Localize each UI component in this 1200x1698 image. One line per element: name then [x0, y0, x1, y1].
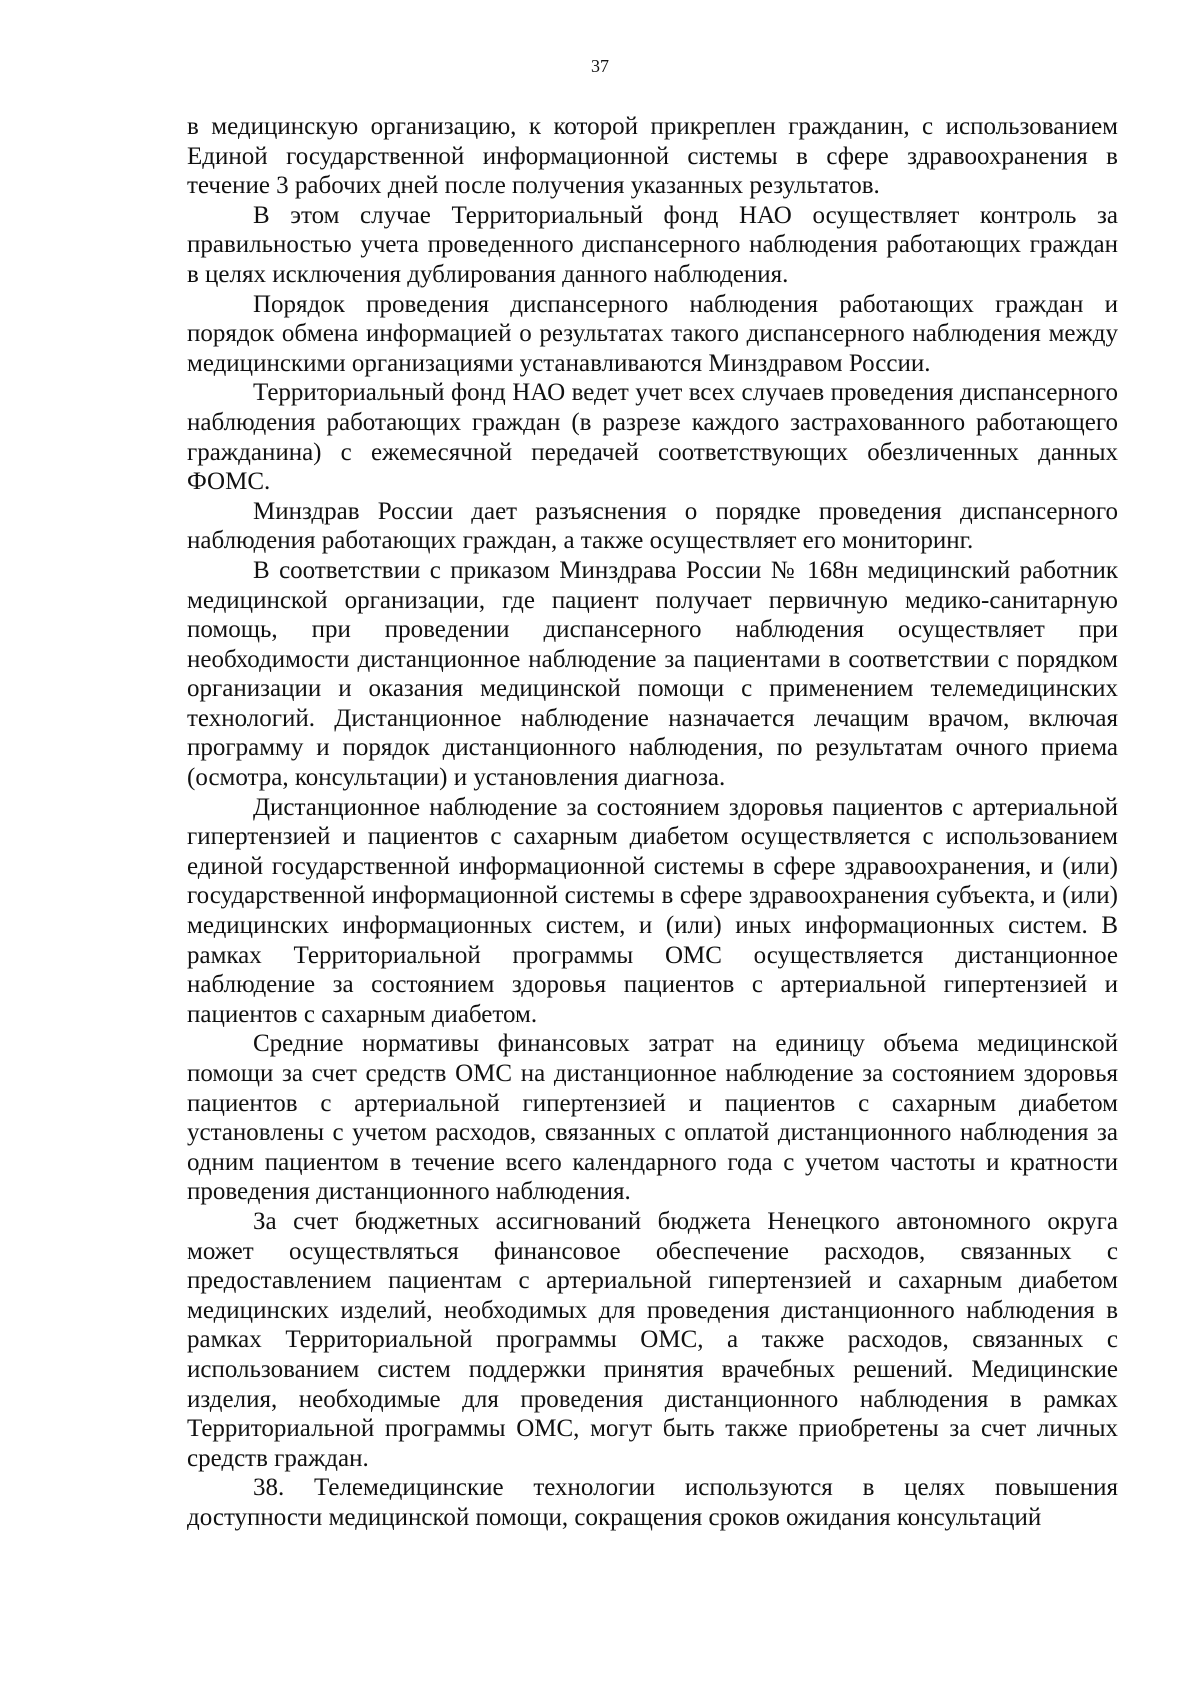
paragraph-financial-norms: Средние нормативы финансовых затрат на единицу объема медицинской помощи за счет средств ОМС на дистанционное наблюдение за состоянием здоровья пациентов с артериальной гипертензией и пациентов с сахарным диабетом установлены с учетом расходов, связанных с оплатой дистанционного наблюдения за одним пациентом в течение всего календарного года с учетом частоты и кратности проведения дистанционного наблюдения.: [187, 1030, 1118, 1206]
paragraph-fund-control: В этом случае Территориальный фонд НАО осуществляет контроль за правильностью учета проведенного диспансерного наблюдения работающих граждан в целях исключения дублирования данного наблюдения.: [187, 201, 1118, 288]
paragraph-procedure: Порядок проведения диспансерного наблюдения работающих граждан и порядок обмена информацией о результатах такого диспансерного наблюдения между медицинскими организациями устанавливаются Минздравом России.: [187, 290, 1118, 377]
paragraph-ministry-explanations: Минздрав России дает разъяснения о порядке проведения диспансерного наблюдения работающих граждан, а также осуществляет его мониторинг.: [187, 497, 1118, 555]
paragraph-remote-monitoring: Дистанционное наблюдение за состоянием здоровья пациентов с артериальной гипертензией и пациентов с сахарным диабетом осуществляется с использованием единой государственной информационной системы в сфере здравоохранения, и (или) государственной информационной системы в сфере здравоохранения субъекта, и (или) медицинских информационных систем, и (или) иных информационных систем. В рамках Территориальной программы ОМС осуществляется дистанционное наблюдение за состоянием здоровья пациентов с артериальной гипертензией и пациентов с сахарным диабетом.: [187, 793, 1118, 1028]
paragraph-fund-accounting: Территориальный фонд НАО ведет учет всех случаев проведения диспансерного наблюдения работающих граждан (в разрезе каждого застрахованного работающего гражданина) с ежемесячной передачей соответствующих обезличенных данных ФОМС.: [187, 379, 1118, 496]
document-text: [187, 112, 1118, 1533]
paragraph-item-38: 38. Телемедицинские технологии используются в целях повышения доступности медицинской помощи, сокращения сроков ожидания консультаций: [187, 1474, 1118, 1531]
page-number: 37: [591, 56, 609, 76]
paragraph-order-168n: В соответствии с приказом Минздрава России № 168н медицинский работник медицинской организации, где пациент получает первичную медико-санитарную помощь, при проведении диспансерного наблюдения осуществляет при необходимости дистанционное наблюдение за пациентами в соответствии с порядком организации и оказания медицинской помощи с применением телемедицинских технологий. Дистанционное наблюдение назначается лечащим врачом, включая программу и порядок дистанционного наблюдения, по результатам очного приема (осмотра, консультации) и установления диагноза.: [187, 556, 1118, 792]
paragraph-budget-funding: За счет бюджетных ассигнований бюджета Ненецкого автономного округа может осуществляться финансовое обеспечение расходов, связанных с предоставлением пациентам с артериальной гипертензией и сахарным диабетом медицинских изделий, необходимых для проведения дистанционного наблюдения в рамках Территориальной программы ОМС, а также расходов, связанных с использованием систем поддержки принятия врачебных решений. Медицинские изделия, необходимые для проведения дистанционного наблюдения в рамках Территориальной программы ОМС, могут быть также приобретены за счет личных средств граждан.: [187, 1207, 1118, 1472]
paragraph-continuation: в медицинскую организацию, к которой прикреплен гражданин, с использованием Единой государственной информационной системы в сфере здравоохранения в течение 3 рабочих дней после получения указанных результатов.: [187, 113, 1118, 200]
